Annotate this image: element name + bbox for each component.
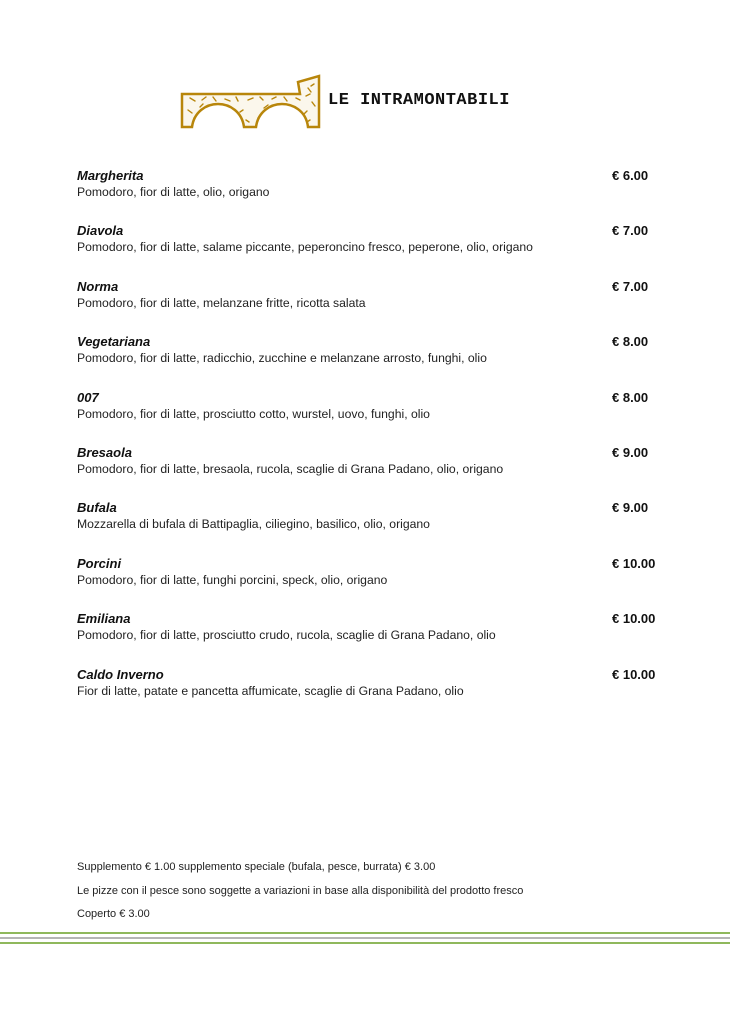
menu-item-diavola <box>77 223 667 278</box>
stripe-gray <box>0 937 730 939</box>
section-header <box>180 74 510 130</box>
item-description: Pomodoro, fior di latte, radicchio, zucchine e melanzane arrosto, funghi, olio <box>77 351 487 366</box>
item-description: Pomodoro, fior di latte, bresaola, rucola, scaglie di Grana Padano, olio, origano <box>77 461 504 476</box>
item-description: Pomodoro, fior di latte, olio, origano <box>77 185 270 199</box>
menu-item-emiliana <box>77 611 667 666</box>
item-price: € 7.00 <box>612 223 649 239</box>
menu-item-norma <box>77 279 667 334</box>
item-price: € 9.00 <box>612 500 649 516</box>
item-name: Norma <box>77 278 119 294</box>
bridge-logo-icon <box>180 74 322 130</box>
footer-stripes <box>0 932 730 946</box>
menu-item-bufala <box>77 500 667 555</box>
item-name: Diavola <box>77 223 124 239</box>
pizza-menu-list <box>77 168 667 722</box>
item-description: Pomodoro, fior di latte, prosciutto cotto, wurstel, uovo, funghi, olio <box>77 406 430 421</box>
item-price: € 10.00 <box>612 666 656 682</box>
item-name: Vegetariana <box>77 334 151 350</box>
item-price: € 10.00 <box>612 611 656 627</box>
item-price: € 10.00 <box>612 555 656 571</box>
menu-item-vegetariana <box>77 334 667 389</box>
item-name: Emiliana <box>77 611 131 627</box>
item-price: € 8.00 <box>612 389 649 405</box>
item-description: Pomodoro, fior di latte, salame piccante, peperoncino fresco, peperone, olio, origano <box>77 240 533 255</box>
item-description: Pomodoro, fior di latte, funghi porcini, speck, olio, origano <box>77 572 388 587</box>
item-name: Bufala <box>77 500 117 516</box>
item-description: Pomodoro, fior di latte, melanzane fritte, ricotta salata <box>77 295 366 310</box>
menu-item-caldo-inverno <box>77 667 667 722</box>
stripe-green-top <box>0 932 730 934</box>
item-name: Caldo Inverno <box>77 666 164 682</box>
note-cover-charge: Coperto € 3.00 <box>77 908 150 920</box>
note-supplements: Supplemento € 1.00 supplemento speciale (bufala, pesce, burrata) € 3.00 <box>77 861 436 873</box>
item-price: € 6.00 <box>612 168 649 183</box>
footer-notes <box>77 859 677 930</box>
section-title: LE INTRAMONTABILI <box>328 90 510 110</box>
menu-item-margherita <box>77 168 667 223</box>
item-price: € 7.00 <box>612 278 649 294</box>
item-price: € 9.00 <box>612 444 649 460</box>
item-description: Pomodoro, fior di latte, prosciutto crudo, rucola, scaglie di Grana Padano, olio <box>77 628 496 643</box>
note-fish-availability: Le pizze con il pesce sono soggette a variazioni in base alla disponibilità del prodotto fresco <box>77 884 524 897</box>
item-name: Bresaola <box>77 444 132 460</box>
item-price: € 8.00 <box>612 334 649 350</box>
menu-item-porcini <box>77 556 667 611</box>
menu-item-bresaola <box>77 445 667 500</box>
item-description: Mozzarella di bufala di Battipaglia, ciliegino, basilico, olio, origano <box>77 517 430 532</box>
stripe-green-bottom <box>0 942 730 944</box>
item-name: Porcini <box>77 555 122 571</box>
menu-item-007 <box>77 390 667 445</box>
item-name: Margherita <box>77 168 144 183</box>
item-description: Fior di latte, patate e pancetta affumicate, scaglie di Grana Padano, olio <box>77 683 464 698</box>
item-name: 007 <box>77 389 99 405</box>
